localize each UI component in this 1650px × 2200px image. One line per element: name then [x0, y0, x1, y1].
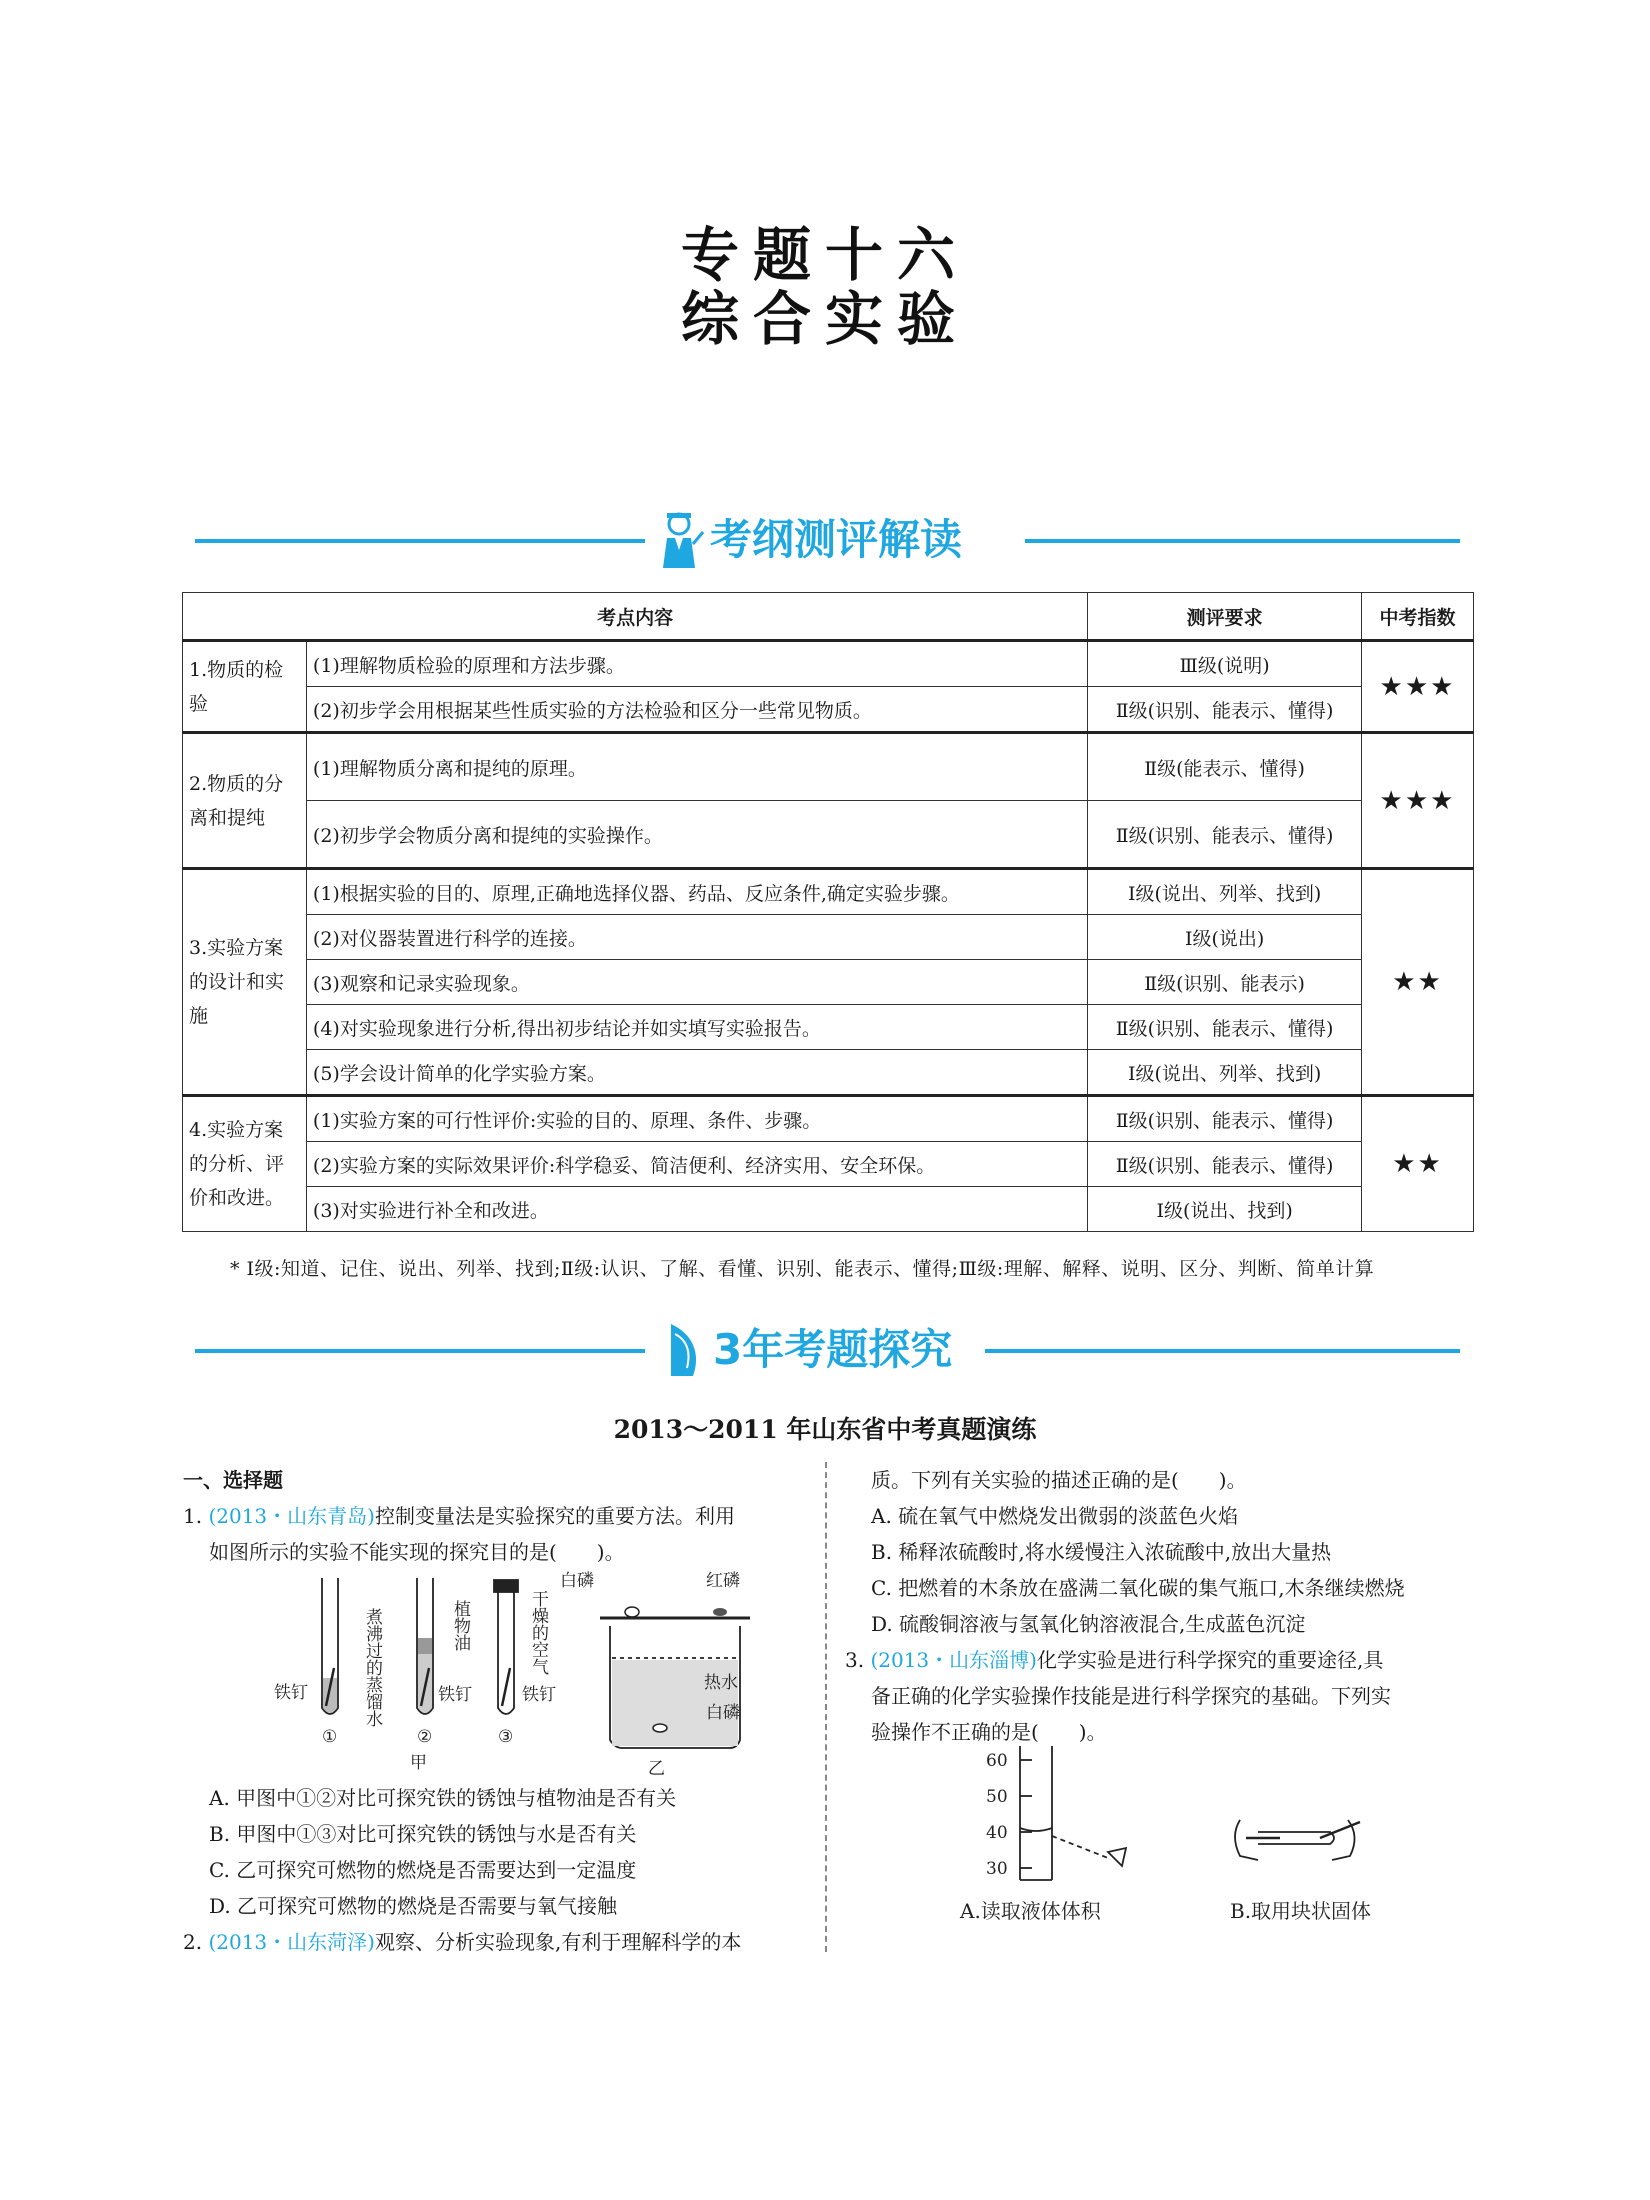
label-red-p: 红磷	[706, 1571, 740, 1591]
section-heading-1: 考纲测评解读	[710, 515, 963, 564]
tick-40: 40	[986, 1823, 1008, 1843]
label-white-p-bottom: 白磷	[706, 1703, 740, 1723]
requirement-cell: Ⅱ级(识别、能表示、懂得)	[1088, 801, 1362, 869]
right-column	[845, 1462, 1475, 1750]
question-2	[183, 1924, 808, 1960]
section-heading-2: 3年考题探究	[713, 1325, 953, 1374]
label-nail-1: 铁钉	[274, 1683, 308, 1703]
topic-cell: 2.物质的分离和提纯	[183, 733, 307, 869]
label-nail-2: 铁钉	[438, 1685, 472, 1705]
section-banner-2	[195, 1320, 1460, 1380]
question-text-cont: 验操作不正确的是( )。	[871, 1720, 1107, 1744]
header-index: 中考指数	[1362, 593, 1474, 641]
requirement-cell: Ⅰ级(说出、找到)	[1088, 1187, 1362, 1232]
option-b: B. 甲图中①③对比可探究铁的锈蚀与水是否有关	[209, 1822, 637, 1846]
option-c: C. 乙可探究可燃物的燃烧是否需要达到一定温度	[209, 1858, 637, 1882]
level-footnote: * Ⅰ级:知道、记住、说出、列举、找到;Ⅱ级:认识、了解、看懂、识别、能表示、懂得;Ⅲ级:理解、解释、说明、区分、判断、简单计算	[230, 1258, 1375, 1280]
question-text: 控制变量法是实验探究的重要方法。利用	[374, 1504, 735, 1528]
sail-icon	[663, 1320, 707, 1380]
section-banner-1	[195, 510, 1460, 570]
question-3	[845, 1642, 1475, 1678]
q1-options	[183, 1780, 808, 1960]
requirement-cell: Ⅲ级(说明)	[1088, 641, 1362, 687]
left-column	[183, 1462, 808, 1570]
professor-icon	[653, 510, 705, 570]
topic-cell: 1.物质的检验	[183, 641, 307, 733]
question-2-cont: 质。下列有关实验的描述正确的是( )。	[871, 1468, 1247, 1492]
question-source: (2013・山东淄博)	[870, 1648, 1037, 1672]
star-rating: ★★	[1362, 1096, 1474, 1232]
label-oil: 植物油	[450, 1600, 470, 1651]
header-content: 考点内容	[183, 593, 1088, 641]
tick-60: 60	[986, 1751, 1008, 1771]
requirement-cell: Ⅰ级(说出、列举、找到)	[1088, 869, 1362, 915]
question-text-cont: 如图所示的实验不能实现的探究目的是( )。	[209, 1540, 625, 1564]
star-rating: ★★★	[1362, 733, 1474, 869]
topic-cell: 4.实验方案的分析、评价和改进。	[183, 1096, 307, 1232]
star-rating: ★★★	[1362, 641, 1474, 733]
option-a: A. 甲图中①②对比可探究铁的锈蚀与植物油是否有关	[209, 1786, 677, 1810]
requirement-cell: Ⅰ级(说出、列举、找到)	[1088, 1050, 1362, 1096]
label-dry-air: 干燥的空气	[528, 1590, 548, 1675]
question-number: 1.	[183, 1504, 203, 1528]
content-cell: (2)实验方案的实际效果评价:科学稳妥、简洁便利、经济实用、安全环保。	[306, 1142, 1087, 1187]
header-requirement: 测评要求	[1088, 593, 1362, 641]
requirement-cell: Ⅱ级(识别、能表示、懂得)	[1088, 687, 1362, 733]
page-title: 专题十六	[680, 221, 969, 289]
content-cell: (1)实验方案的可行性评价:实验的目的、原理、条件、步骤。	[306, 1096, 1087, 1142]
practice-title: 2013～2011 年山东省中考真题演练	[613, 1415, 1037, 1444]
requirement-cell: Ⅱ级(识别、能表示、懂得)	[1088, 1142, 1362, 1187]
label-jia: 甲	[410, 1753, 427, 1773]
requirement-cell: Ⅱ级(识别、能表示)	[1088, 960, 1362, 1005]
content-cell: (3)观察和记录实验现象。	[306, 960, 1087, 1005]
question-source: (2013・山东青岛)	[208, 1504, 375, 1528]
question-source: (2013・山东菏泽)	[208, 1930, 375, 1954]
tick-50: 50	[986, 1787, 1008, 1807]
requirement-cell: Ⅰ级(说出)	[1088, 915, 1362, 960]
requirement-cell: Ⅱ级(能表示、懂得)	[1088, 733, 1362, 801]
experiment-figure	[270, 1568, 770, 1778]
requirement-cell: Ⅱ级(识别、能表示、懂得)	[1088, 1005, 1362, 1050]
content-cell: (1)理解物质分离和提纯的原理。	[306, 733, 1087, 801]
star-rating: ★★	[1362, 869, 1474, 1096]
content-cell: (2)对仪器装置进行科学的连接。	[306, 915, 1087, 960]
label-yi: 乙	[648, 1759, 665, 1778]
tick-30: 30	[986, 1859, 1008, 1879]
section-head: 一、选择题	[183, 1468, 283, 1492]
operation-figure	[940, 1740, 1420, 1930]
label-hot-water: 热水	[704, 1673, 738, 1693]
content-cell: (1)根据实验的目的、原理,正确地选择仪器、药品、反应条件,确定实验步骤。	[306, 869, 1087, 915]
question-number: 3.	[845, 1648, 865, 1672]
option-c: C. 把燃着的木条放在盛满二氧化碳的集气瓶口,木条继续燃烧	[871, 1576, 1405, 1600]
question-text: 观察、分析实验现象,有利于理解科学的本	[374, 1930, 742, 1954]
option-d: D. 硫酸铜溶液与氢氧化钠溶液混合,生成蓝色沉淀	[871, 1612, 1306, 1636]
outline-table	[182, 592, 1474, 1232]
content-cell: (1)理解物质检验的原理和方法步骤。	[306, 641, 1087, 687]
content-cell: (2)初步学会用根据某些性质实验的方法检验和区分一些常见物质。	[306, 687, 1087, 733]
banner-line-right	[1025, 539, 1460, 543]
caption-b: B.取用块状固体	[1230, 1899, 1372, 1923]
page-subtitle: 综合实验	[680, 285, 969, 353]
option-d: D. 乙可探究可燃物的燃烧是否需要与氧气接触	[209, 1894, 618, 1918]
content-cell: (2)初步学会物质分离和提纯的实验操作。	[306, 801, 1087, 869]
question-number: 2.	[183, 1930, 203, 1954]
banner-line-left	[195, 539, 645, 543]
question-1	[183, 1498, 808, 1534]
label-white-p-top: 白磷	[560, 1571, 594, 1591]
label-tube-1: ①	[322, 1727, 338, 1747]
banner-line-left	[195, 1349, 645, 1353]
content-cell: (4)对实验现象进行分析,得出初步结论并如实填写实验报告。	[306, 1005, 1087, 1050]
question-text-cont: 备正确的化学实验操作技能是进行科学探究的基础。下列实	[871, 1684, 1391, 1708]
topic-cell: 3.实验方案的设计和实施	[183, 869, 307, 1096]
label-tube-3: ③	[498, 1727, 514, 1747]
content-cell: (3)对实验进行补全和改进。	[306, 1187, 1087, 1232]
label-boiled-water: 煮沸过的蒸馏水	[362, 1608, 382, 1727]
option-a: A. 硫在氧气中燃烧发出微弱的淡蓝色火焰	[871, 1504, 1239, 1528]
requirement-cell: Ⅱ级(识别、能表示、懂得)	[1088, 1096, 1362, 1142]
option-b: B. 稀释浓硫酸时,将水缓慢注入浓硫酸中,放出大量热	[871, 1540, 1332, 1564]
column-divider	[825, 1462, 827, 1952]
label-nail-3: 铁钉	[522, 1685, 556, 1705]
question-text: 化学实验是进行科学探究的重要途径,具	[1036, 1648, 1384, 1672]
label-tube-2: ②	[417, 1727, 433, 1747]
content-cell: (5)学会设计简单的化学实验方案。	[306, 1050, 1087, 1096]
banner-line-right	[985, 1349, 1460, 1353]
caption-a: A.读取液体体积	[960, 1899, 1101, 1923]
